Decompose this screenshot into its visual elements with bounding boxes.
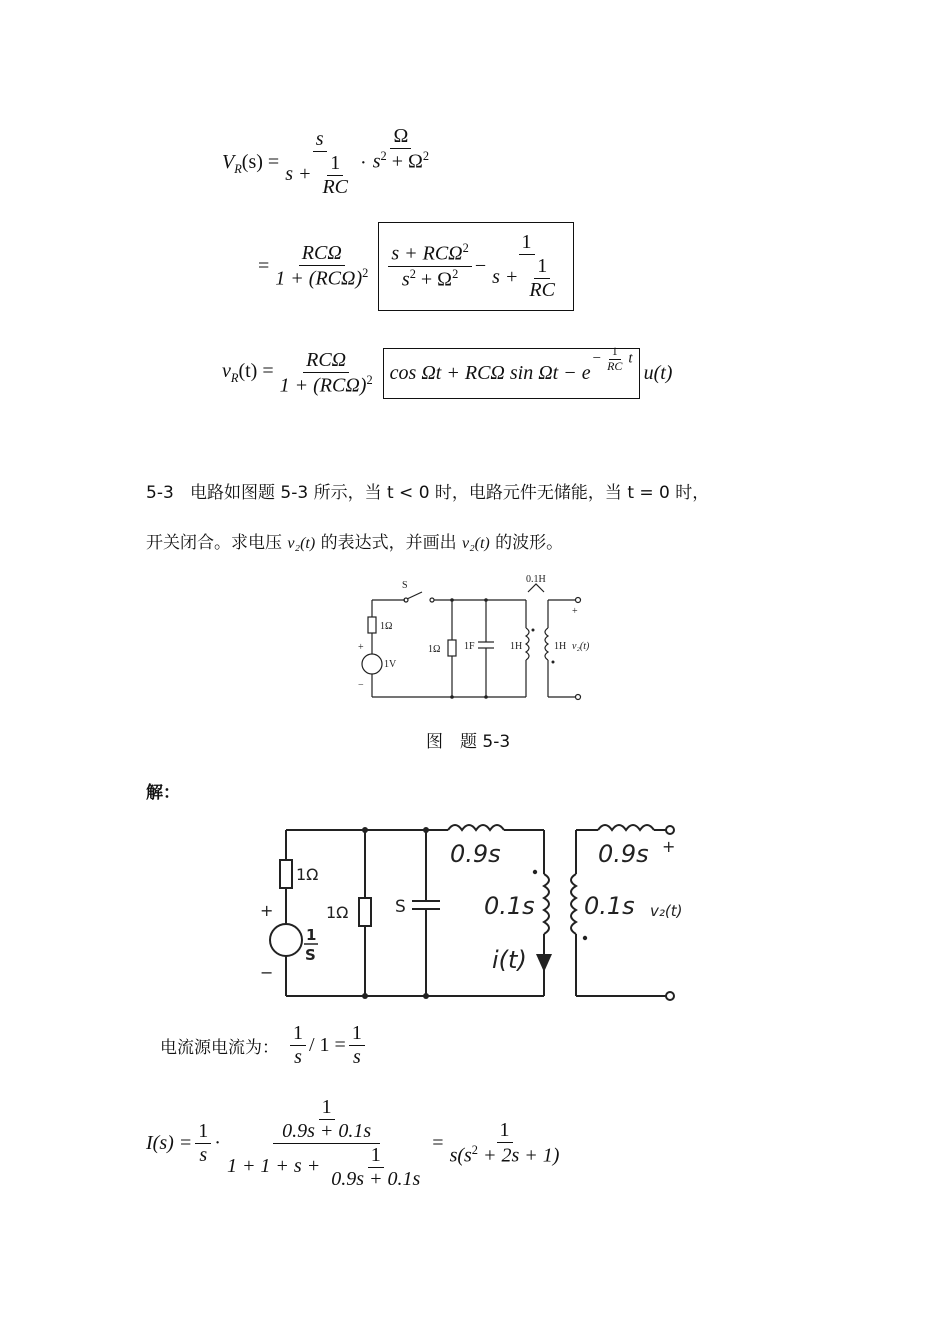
current-label: i(t) [492, 946, 527, 974]
resistor-shunt [448, 640, 456, 656]
problem-number: 5-3 [146, 483, 174, 503]
minus-sign: − [260, 963, 274, 982]
equation-source-current: 电流源电流为： $\frac{1}{s}$ / 1 = $\frac{1}{s}$ [160, 1022, 368, 1069]
compound-fraction: $\frac{1}{0.9s + 0.1s}$ 1 + 1 + s + $\frac{1}{0.9s + 0.1s}$ [226, 1096, 421, 1190]
current-source [270, 924, 302, 956]
circuit-s-domain [248, 812, 698, 1007]
fraction: $\frac{1}{s}$ [195, 1120, 211, 1167]
equation-vr-s: $V_R(s)$ = s s + $\frac{1}{RC}$ · $\frac{\Omega}{s^2 + \Omega^2}$ [222, 128, 435, 199]
source-den: S [305, 946, 316, 964]
switch-label: S [402, 580, 408, 591]
resistor-series [368, 617, 376, 633]
fraction: $\frac{1}{s(s^2 + 2s + 1)}$ [449, 1119, 560, 1167]
fraction: $\frac{\text{RCΩ}}{1 + (RC\Omega)^2}$ [279, 348, 373, 397]
plus-sign: + [358, 642, 364, 653]
figure-caption: 图 题 5-3 [426, 732, 511, 752]
l-top2-label: 0.9s [598, 840, 649, 868]
bracket: $\frac{s + RC\Omega^2}{s^2 + \Omega^2}$ − 1 s + $\frac{1}{RC}$ [378, 222, 574, 311]
problem-line-2: 开关闭合。求电压 v₂(t) 的表达式，并画出 v₂(t) 的波形。 [146, 533, 564, 553]
fraction: $\frac{1}{s}$ [290, 1022, 306, 1069]
vout-label: v₂(t) [650, 902, 683, 920]
fraction: 1 s + $\frac{1}{RC}$ [492, 231, 555, 301]
equation-vr-s-expanded: = $\frac{\text{RCΩ}}{1 + (RC\Omega)^2}$ $\frac{s + RC\Omega^2}{s^2 + \Omega^2}$ − 1 s + $\frac{1}{RC}$ [258, 222, 574, 311]
l-mut1-label: 0.1s [484, 892, 535, 920]
l1-label: 1H [510, 641, 523, 652]
inductor-mutual-left [544, 874, 549, 934]
voltage-source [362, 654, 382, 674]
plus-sign-out: + [662, 837, 676, 856]
inductor-mutual-right [571, 874, 576, 934]
fraction: $\frac{1}{s}$ [349, 1022, 365, 1069]
fraction: $\frac{\text{RCΩ}}{1 + (RC\Omega)^2}$ [275, 242, 369, 290]
minus-sign: − [358, 680, 364, 691]
inductor-top-right [598, 825, 654, 830]
fraction: $\frac{\Omega}{s^2 + \Omega^2}$ [372, 125, 430, 173]
problem-text: 电路如图题 5-3 所示，当 t < 0 时，电路元件无储能，当 t = 0 时， [190, 483, 710, 503]
r-series-label: 1Ω [296, 865, 319, 884]
equation-vr-t: $v_R(t)$ = $\frac{\text{RCΩ}}{1 + (RC\Omega)^2}$ cos Ωt + RCΩ sin Ωt − e − $\frac{1}{RC}$ t u(t) [222, 344, 673, 397]
mutual-label: 0.1H [526, 574, 546, 585]
inductor-primary [526, 628, 529, 660]
solution-label: 解： [146, 783, 180, 803]
source-num: 1 [306, 926, 317, 944]
inductor-secondary [545, 628, 548, 660]
resistor-series [280, 860, 292, 888]
eq-lhs: $V_R(s)$ = [222, 150, 280, 176]
plus-sign-out: + [572, 606, 578, 617]
problem-line-1 [146, 478, 709, 503]
cap-label: 1F [464, 641, 475, 652]
r-shunt-label: 1Ω [326, 903, 349, 922]
vout-label: v₂(t) [572, 641, 590, 652]
fraction: $\frac{s + RC\Omega^2}{s^2 + \Omega^2}$ [388, 241, 472, 291]
switch [407, 592, 422, 599]
plus-sign: + [260, 901, 274, 920]
current-arrow-icon [536, 954, 552, 972]
inductor-top-left [448, 825, 504, 830]
circuit-figure-5-3 [350, 570, 600, 710]
source-label: 1V [384, 659, 397, 670]
l-top1-label: 0.9s [450, 840, 501, 868]
bracket: cos Ωt + RCΩ sin Ωt − e − $\frac{1}{RC}$ t [383, 348, 640, 399]
l-mut2-label: 0.1s [584, 892, 635, 920]
equation-is: I(s) = $\frac{1}{s}$ · $\frac{1}{0.9s + 0.1s}$ 1 + 1 + s + $\frac{1}{0.9s + 0.1s}$ = $\frac{1}{s(s^2 + 2s + 1)}$ [146, 1096, 565, 1191]
resistor-shunt [359, 898, 371, 926]
r-shunt-label: 1Ω [428, 644, 441, 655]
fraction: s s + $\frac{1}{RC}$ [285, 128, 349, 198]
r-series-label: 1Ω [380, 621, 393, 632]
cap-label: S [395, 897, 406, 917]
l2-label: 1H [554, 641, 567, 652]
